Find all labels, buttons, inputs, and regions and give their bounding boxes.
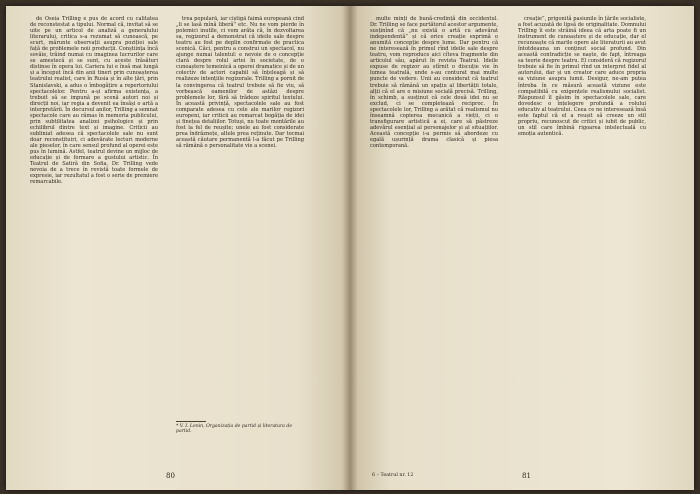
right-page-column-2 [518, 16, 646, 137]
right-page-column-1 [370, 16, 498, 149]
left-col2-text: trea populară, iar cîștigă faimă europeană cînd „li se lasă mînă liberă” etc. Nu ne vom pierde în polemici inutile, ci vom arăta că, în dezvoltarea sa, regizorul a demonstrat că ideile sale despre teatru au fost pe deplin confirmate de practica scenică. Căci, pentru a construi un spectacol, nu ajunge numai talentul: e nevoie de o concepție clară despre rolul artei în societate, de o cunoaștere temeinică a operei dramatice și de un colectiv de actori capabil să înțeleagă și să realizeze intențiile regizorale. Trilling a pornit de la convingerea că teatrul trebuie să fie viu, să vorbească oamenilor de astăzi despre problemele lor, fără să trădeze spiritul textului. În această privință, spectacolele sale au fost comparate adesea cu cele ale marilor regizori europeni, iar criticii au remarcat bogăția de idei și finețea detaliilor. Totuși, nu toate montările au fost la fel de reușite; unele au fost considerate prea îndrăznețe, altele prea reținute. Dar tocmai această căutare permanentă l-a făcut pe Trilling să rămână o personalitate vie a scenei. [176, 16, 304, 149]
left-page-column-1 [30, 16, 158, 185]
book-gutter [342, 6, 358, 490]
left-col1-text: de Oseia Trilling e pus de acord cu calitatea de reconstestat a tipului. Normal că, invitat să se uite pe un articol de analiză a generalului literarului, critica s-a rezumat să cunoască, pe scurt, mărunte observații asupra poziției sale față de problemele noii producții. Conștiința încă sovăie, trăind numai cu imaginea lucrurilor care se amestecă și se sunt, cu aceste trăsături distinse în opera lui. Cariera lui e însă mai lungă și a început încă din anii tineri prin cunoașterea teatrului realist, care în Rusia și în alte țări, prin Stanislavski, a adus o îmbogățire a repertoriului spectacolelor. Pentru a-și afirma existența, a trebuit să se impună pe scenă autori noi și direcții noi, iar regia a devenit ea însăși o artă a interpretării. În decursul anilor, Trilling a semnat spectacole care au rămas în memoria publicului, prin subtilitatea analizei psihologice și prin echilibrul dintre text și imagine. Criticii au subliniat adesea că spectacolele sale nu sunt doar reconstituiri, ci adevărate lecturi moderne ale pieselor, în care sensul profund al operei este pus în lumină. Astfel, teatrul devine un mijloc de educație și de formare a gustului artistic. În Teatrul de Satiră din Sofia, Dr. Trilling vede nevoia de a trece în revistă toate formele de expresie, iar rezultatul a fost o serie de premiere remarcabile. [30, 16, 158, 186]
book-spread [6, 6, 694, 490]
left-page-number: 80 [166, 472, 175, 480]
right-page-number: 81 [522, 472, 531, 480]
left-page-column-2 [176, 16, 304, 416]
footnote-rule [176, 421, 206, 422]
right-col1-text: multe minți de bună-credință din occidentul. Dr. Trilling se face purtătorul acestor argumente, susținînd că „nu există o artă cu adevărat independentă” și că orice creație exprimă o anumită concepție despre lume. Dar pentru că ne interesează în primul rînd ideile sale despre teatru, vom reproduce aici cîteva fragmente din articolul său, apărut în revista Teatrul. Ideile expuse de regizor au stîrnit o discuție vie în lumea teatrală, unde s-au conturat mai multe puncte de vedere. Unii au considerat că teatrul trebuie să rămână un spațiu al libertății totale, alții că el are o misiune socială precisă. Trilling, în schimb, a susținut că cele două idei nu se exclud, ci se completează reciproc. În spectacolele lor, Trilling a arătat că realismul nu înseamnă copierea mecanică a vieții, ci o transfigurare artistică a ei, care să păstreze adevărul esențial al personajelor și al situațiilor. Această concepție i-a permis să abordeze cu egală ușurință drama clasică și piesa contemporană. [370, 16, 499, 149]
right-page [350, 6, 694, 490]
footnote: * V. I. Lenin, Organizația de partid și literatura de partid. [176, 424, 293, 435]
right-col2-text: creație”, prigonită pasiunile în țările socialiste, a fost acuzată de lipsă de originalitate. Domnului Trilling îi este străină ideea că arta poate fi un instrument de cunoaștere și de educație, dar el recunoaște că marile opere ale literaturii au avut întotdeauna un conținut social profund. Din această contradicție se naște, de fapt, întreaga sa teorie despre teatru. El consideră că regizorul trebuie să fie în primul rînd un interpret fidel al autorului, dar și un creator care aduce propria sa viziune asupra lumii. Desigur, ne-am putea întreba în ce măsură această viziune este compatibilă cu exigențele realismului socialist. Răspunsul îl găsim în spectacolele sale, care dovedesc o înțelegere profundă a rolului educativ al teatrului. Ceea ce ne interesează însă este faptul că el a reușit să creeze un stil propriu, recunoscut de critici și iubit de public, un stil care îmbină rigoarea intelectuală cu emoția autentică. [518, 16, 646, 137]
left-page [6, 6, 350, 490]
running-footer: 6 – Teatrul nr. 12 [372, 473, 414, 478]
